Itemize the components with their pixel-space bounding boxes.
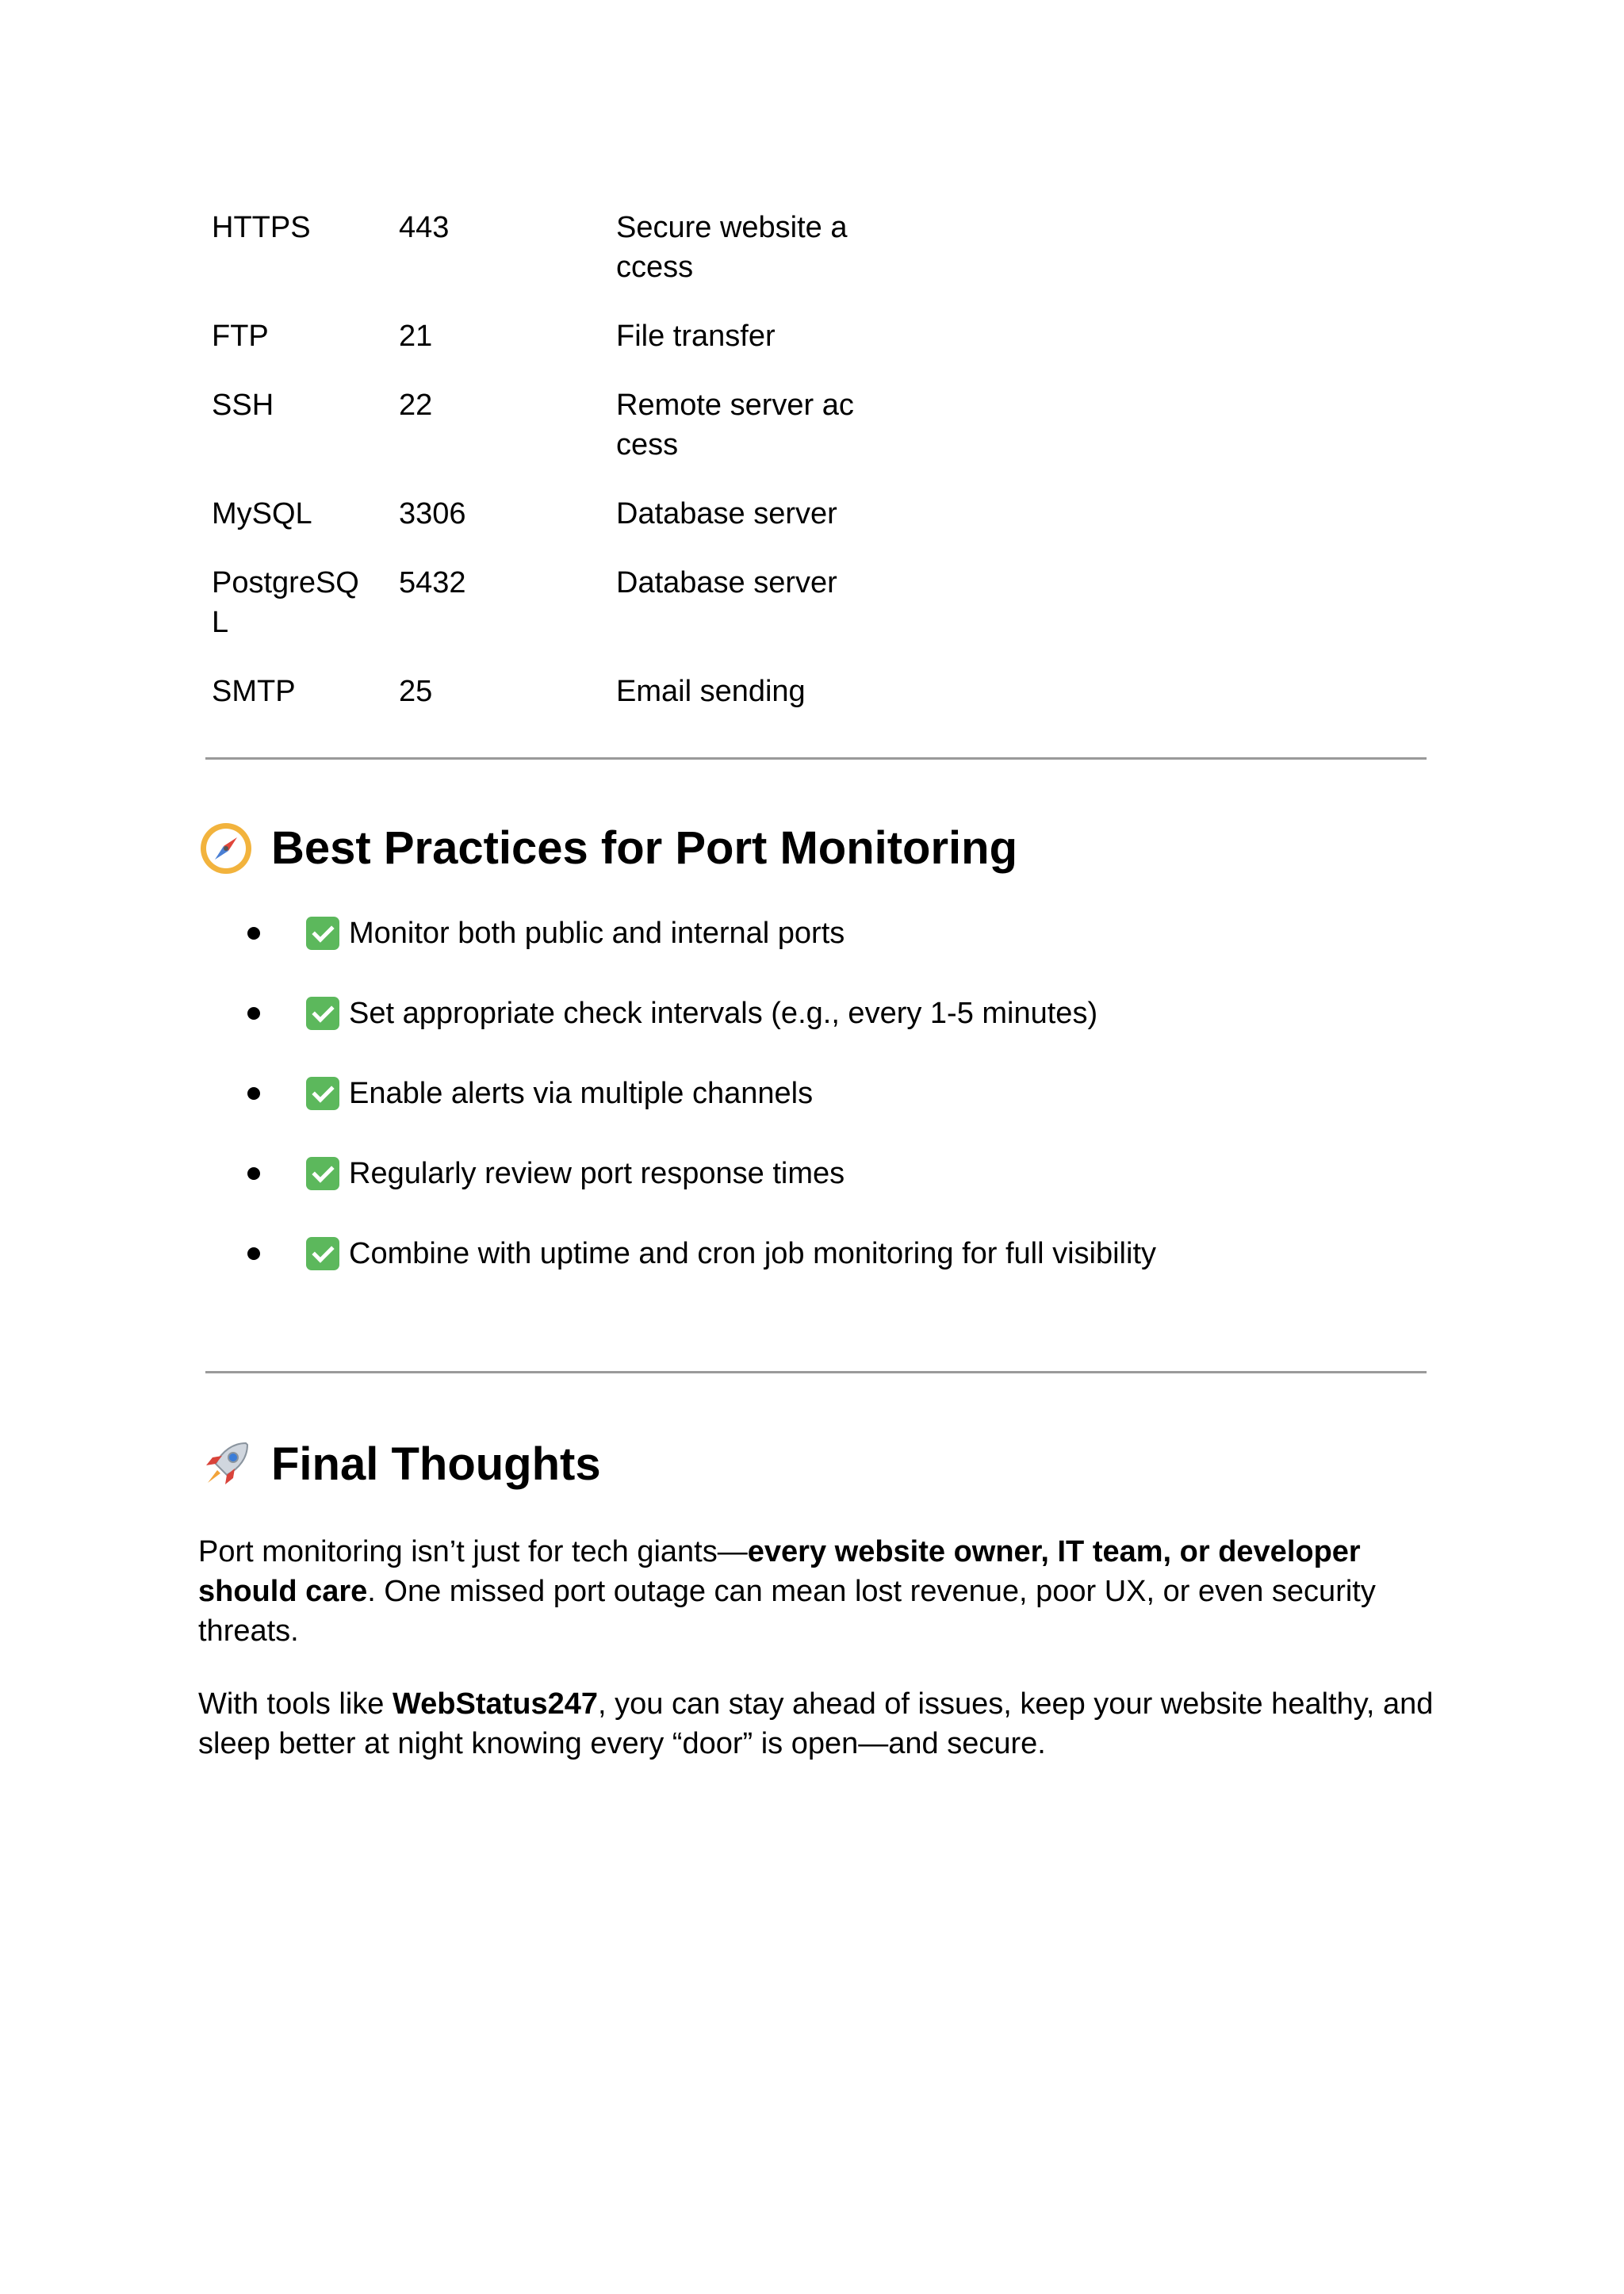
description-cell: Secure website access <box>616 211 848 284</box>
section-heading-final-thoughts <box>198 1437 601 1492</box>
check-mark-icon <box>306 997 339 1030</box>
service-cell: HTTPS <box>212 211 311 244</box>
description-cell: Database server <box>616 566 837 599</box>
description-cell: Email sending <box>616 675 806 708</box>
list-item <box>247 1234 1156 1273</box>
service-cell: SMTP <box>212 675 296 708</box>
description-cell: File transfer <box>616 320 776 353</box>
list-item-text: Monitor both public and internal ports <box>349 916 845 950</box>
list-item-text: Combine with uptime and cron job monitoring for full visibility <box>349 1236 1157 1270</box>
paragraph-text: Port monitoring isn’t just for tech giants— <box>198 1535 748 1568</box>
section-heading-best-practices <box>198 821 1017 876</box>
horizontal-divider <box>205 757 1427 760</box>
section-title: Final Thoughts <box>271 1438 601 1490</box>
list-item <box>247 994 1156 1033</box>
description-cell: Database server <box>616 497 837 530</box>
service-cell: PostgreSQL <box>212 566 359 639</box>
list-item <box>247 1154 1156 1193</box>
rocket-icon <box>198 1437 254 1492</box>
list-item <box>247 913 1156 953</box>
description-cell: Remote server access <box>616 389 854 461</box>
best-practices-list <box>247 913 1156 1314</box>
list-item-text: Set appropriate check intervals (e.g., every 1-5 minutes) <box>349 996 1098 1030</box>
bullet-icon <box>247 1247 260 1260</box>
bullet-icon <box>247 1167 260 1180</box>
list-item-text: Enable alerts via multiple channels <box>349 1076 814 1110</box>
brand-name: WebStatus247 <box>392 1687 599 1721</box>
paragraph-text: , you can stay ahead of issues, keep your website healthy, and sleep better at night knowing every “door” is open—and secure. <box>198 1687 1434 1760</box>
check-mark-icon <box>306 1237 339 1270</box>
list-item <box>247 1074 1156 1113</box>
service-cell: MySQL <box>212 497 312 530</box>
compass-icon <box>198 821 254 876</box>
port-table <box>212 208 862 741</box>
table-row <box>212 672 862 711</box>
check-mark-icon <box>306 1077 339 1110</box>
port-cell: 22 <box>399 389 433 422</box>
service-cell: FTP <box>212 320 269 353</box>
paragraph-text: . One missed port outage can mean lost revenue, poor UX, or even security threats. <box>198 1575 1376 1648</box>
bullet-icon <box>247 1007 260 1020</box>
service-cell: SSH <box>212 389 274 422</box>
table-row <box>212 563 862 642</box>
table-row <box>212 208 862 287</box>
section-title: Best Practices for Port Monitoring <box>271 822 1018 874</box>
horizontal-divider <box>205 1371 1427 1373</box>
bullet-icon <box>247 927 260 940</box>
table-row <box>212 385 862 465</box>
check-mark-icon <box>306 917 339 950</box>
bullet-icon <box>247 1087 260 1100</box>
port-cell: 25 <box>399 675 433 708</box>
final-thoughts-paragraph <box>198 1684 1451 1764</box>
table-row <box>212 494 862 534</box>
port-cell: 5432 <box>399 566 466 599</box>
port-cell: 3306 <box>399 497 466 530</box>
port-cell: 443 <box>399 211 450 244</box>
check-mark-icon <box>306 1157 339 1190</box>
port-cell: 21 <box>399 320 433 353</box>
paragraph-bold-text: every website owner, IT team, or developer should care <box>198 1535 1361 1608</box>
paragraph-text: With tools like <box>198 1687 393 1721</box>
table-row <box>212 316 862 356</box>
list-item-text: Regularly review port response times <box>349 1156 845 1190</box>
final-thoughts-paragraph <box>198 1532 1451 1651</box>
